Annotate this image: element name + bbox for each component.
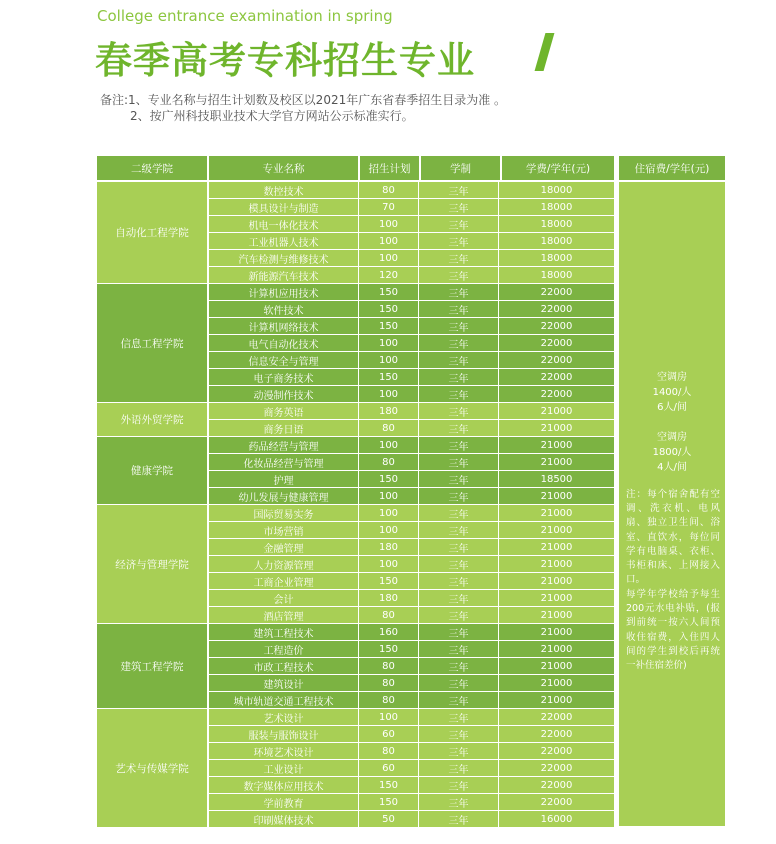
years-cell: 三年: [419, 794, 499, 810]
fee-cell: 22000: [540, 337, 573, 349]
major-cell: 城市轨道交通工程技术: [209, 692, 359, 708]
fee-cell: 22000: [540, 303, 573, 315]
major-cell: 会计: [209, 590, 359, 606]
fee-cell: 21000: [540, 524, 573, 536]
major-cell: 人力资源管理: [209, 556, 359, 572]
major-cell: 信息安全与管理: [209, 352, 359, 368]
major-cell: 数字媒体应用技术: [209, 777, 359, 793]
lodging-option-2: [619, 430, 725, 475]
col-header-college: 二级学院: [97, 156, 207, 180]
table-row: [209, 573, 614, 590]
major-cell: 市政工程技术: [209, 658, 359, 674]
table-row: [209, 216, 614, 233]
plan-cell: 100: [359, 437, 419, 453]
major-cell: 商务日语: [209, 420, 359, 436]
fee-cell: 18000: [540, 184, 573, 196]
plan-cell: 50: [359, 811, 419, 827]
major-cell: 工业机器人技术: [209, 233, 359, 249]
fee-cell: 22000: [540, 711, 573, 723]
table-row: [209, 556, 614, 573]
fee-cell: 21000: [540, 541, 573, 553]
plan-cell: 150: [359, 573, 419, 589]
years-cell: 三年: [419, 386, 499, 402]
years-cell: 三年: [419, 199, 499, 215]
plan-cell: 150: [359, 301, 419, 317]
table-row: [209, 607, 614, 624]
table-rows: [209, 182, 614, 828]
fee-cell: 16000: [540, 813, 573, 825]
plan-cell: 150: [359, 471, 419, 487]
table-row: [209, 182, 614, 199]
years-cell: 三年: [419, 590, 499, 606]
major-cell: 建筑工程技术: [209, 624, 359, 640]
lodging-note: 注：每个宿舍配有空调、洗衣机、电风扇、独立卫生间、浴室、直饮水，每位同学有电脑桌、衣柜、书柜和床、上网接入口。: [626, 489, 720, 586]
college-name: 艺术与传媒学院: [97, 709, 207, 828]
major-cell: 印刷媒体技术: [209, 811, 359, 827]
plan-cell: 150: [359, 369, 419, 385]
lodging-option-2-type: 空调房: [657, 432, 687, 443]
table-row: [209, 267, 614, 284]
admission-table: [97, 156, 725, 826]
major-cell: 数控技术: [209, 182, 359, 198]
table-row: [209, 471, 614, 488]
fee-cell: 18000: [540, 269, 573, 281]
major-cell: 市场营销: [209, 522, 359, 538]
years-cell: 三年: [419, 454, 499, 470]
major-cell: 工商企业管理: [209, 573, 359, 589]
table-row: [209, 301, 614, 318]
table-row: [209, 352, 614, 369]
fee-cell: 22000: [540, 762, 573, 774]
plan-cell: 120: [359, 267, 419, 283]
major-cell: 护理: [209, 471, 359, 487]
table-row: [209, 641, 614, 658]
major-cell: 金融管理: [209, 539, 359, 555]
major-cell: 服装与服饰设计: [209, 726, 359, 742]
years-cell: 三年: [419, 250, 499, 266]
plan-cell: 150: [359, 318, 419, 334]
fee-cell: 21000: [540, 660, 573, 672]
years-cell: 三年: [419, 182, 499, 198]
table-row: [209, 233, 614, 250]
years-cell: 三年: [419, 318, 499, 334]
years-cell: 三年: [419, 301, 499, 317]
table-row: [209, 692, 614, 709]
fee-cell: 21000: [540, 694, 573, 706]
table-row: [209, 335, 614, 352]
lodging-option-1: [619, 370, 725, 415]
plan-cell: 100: [359, 216, 419, 232]
table-row: [209, 658, 614, 675]
plan-cell: 100: [359, 386, 419, 402]
years-cell: 三年: [419, 284, 499, 300]
table-row: [209, 488, 614, 505]
fee-cell: 22000: [540, 745, 573, 757]
major-cell: 计算机应用技术: [209, 284, 359, 300]
lodging-option-2-price: 1800/人: [652, 447, 692, 458]
fee-cell: 21000: [540, 558, 573, 570]
major-cell: 环境艺术设计: [209, 743, 359, 759]
plan-cell: 80: [359, 420, 419, 436]
plan-cell: 100: [359, 556, 419, 572]
note-line-1: 备注:1、专业名称与招生计划数及校区以2021年广东省春季招生目录为准 。: [100, 93, 507, 107]
plan-cell: 80: [359, 182, 419, 198]
plan-cell: 80: [359, 675, 419, 691]
table-row: [209, 709, 614, 726]
fee-cell: 22000: [540, 779, 573, 791]
college-name: 外语外贸学院: [97, 403, 207, 437]
years-cell: 三年: [419, 505, 499, 521]
col-header-fee: 学费/学年(元): [502, 156, 614, 180]
plan-cell: 150: [359, 641, 419, 657]
table-row: [209, 420, 614, 437]
years-cell: 三年: [419, 539, 499, 555]
plan-cell: 100: [359, 335, 419, 351]
fee-cell: 21000: [540, 592, 573, 604]
plan-cell: 60: [359, 760, 419, 776]
lodging-option-2-capacity: 4人/间: [657, 462, 687, 473]
major-cell: 计算机网络技术: [209, 318, 359, 334]
table-row: [209, 522, 614, 539]
lodging-option-1-capacity: 6人/间: [657, 402, 687, 413]
fee-cell: 21000: [540, 575, 573, 587]
fee-cell: 18000: [540, 201, 573, 213]
fee-cell: 18000: [540, 235, 573, 247]
years-cell: 三年: [419, 216, 499, 232]
fee-cell: 22000: [540, 354, 573, 366]
lodging-option-1-type: 空调房: [657, 372, 687, 383]
fee-cell: 22000: [540, 371, 573, 383]
years-cell: 三年: [419, 760, 499, 776]
plan-cell: 100: [359, 505, 419, 521]
table-row: [209, 369, 614, 386]
major-cell: 化妆品经营与管理: [209, 454, 359, 470]
table-row: [209, 675, 614, 692]
fee-cell: 22000: [540, 796, 573, 808]
fee-cell: 21000: [540, 609, 573, 621]
fee-cell: 21000: [540, 643, 573, 655]
years-cell: 三年: [419, 437, 499, 453]
fee-cell: 21000: [540, 677, 573, 689]
subtitle-en: College entrance examination in spring: [97, 7, 393, 25]
major-cell: 电气自动化技术: [209, 335, 359, 351]
years-cell: 三年: [419, 624, 499, 640]
plan-cell: 100: [359, 709, 419, 725]
table-row: [209, 199, 614, 216]
plan-cell: 180: [359, 403, 419, 419]
fee-cell: 21000: [540, 626, 573, 638]
major-cell: 工程造价: [209, 641, 359, 657]
fee-cell: 18000: [540, 218, 573, 230]
major-cell: 学前教育: [209, 794, 359, 810]
page-title: 春季高考专科招生专业: [95, 39, 475, 82]
major-cell: 幼儿发展与健康管理: [209, 488, 359, 504]
table-row: [209, 539, 614, 556]
years-cell: 三年: [419, 420, 499, 436]
fee-cell: 21000: [540, 507, 573, 519]
plan-cell: 100: [359, 250, 419, 266]
table-row: [209, 760, 614, 777]
table-row: [209, 777, 614, 794]
plan-cell: 80: [359, 658, 419, 674]
years-cell: 三年: [419, 743, 499, 759]
table-row: [209, 250, 614, 267]
table-row: [209, 454, 614, 471]
college-name: 建筑工程学院: [97, 624, 207, 709]
plan-cell: 180: [359, 539, 419, 555]
table-row: [209, 726, 614, 743]
major-cell: 软件技术: [209, 301, 359, 317]
major-cell: 工业设计: [209, 760, 359, 776]
plan-cell: 60: [359, 726, 419, 742]
years-cell: 三年: [419, 709, 499, 725]
table-row: [209, 318, 614, 335]
plan-cell: 150: [359, 794, 419, 810]
years-cell: 三年: [419, 471, 499, 487]
major-cell: 机电一体化技术: [209, 216, 359, 232]
fee-cell: 21000: [540, 422, 573, 434]
plan-cell: 150: [359, 777, 419, 793]
plan-cell: 100: [359, 522, 419, 538]
years-cell: 三年: [419, 233, 499, 249]
plan-cell: 180: [359, 590, 419, 606]
fee-cell: 21000: [540, 490, 573, 502]
major-cell: 模具设计与制造: [209, 199, 359, 215]
table-row: [209, 386, 614, 403]
years-cell: 三年: [419, 267, 499, 283]
college-name: 信息工程学院: [97, 284, 207, 403]
col-header-major: 专业名称: [209, 156, 358, 180]
table-row: [209, 794, 614, 811]
fee-cell: 21000: [540, 405, 573, 417]
major-cell: 国际贸易实务: [209, 505, 359, 521]
col-header-plan: 招生计划: [360, 156, 419, 180]
table-row: [209, 590, 614, 607]
fee-cell: 18000: [540, 252, 573, 264]
major-cell: 建筑设计: [209, 675, 359, 691]
plan-cell: 160: [359, 624, 419, 640]
plan-cell: 150: [359, 284, 419, 300]
major-cell: 新能源汽车技术: [209, 267, 359, 283]
lodging-option-1-price: 1400/人: [652, 387, 692, 398]
major-cell: 药品经营与管理: [209, 437, 359, 453]
table-row: [209, 505, 614, 522]
note-line-2: 2、按广州科技职业技术大学官方网站公示标准实行。: [130, 109, 414, 123]
plan-cell: 80: [359, 743, 419, 759]
table-row: [209, 403, 614, 420]
years-cell: 三年: [419, 352, 499, 368]
col-header-years: 学制: [421, 156, 500, 180]
major-cell: 动漫制作技术: [209, 386, 359, 402]
fee-cell: 22000: [540, 320, 573, 332]
years-cell: 三年: [419, 369, 499, 385]
col-header-lodging: 住宿费/学年(元): [619, 156, 725, 180]
fee-cell: 21000: [540, 456, 573, 468]
fee-cell: 18500: [540, 473, 573, 485]
table-row: [209, 743, 614, 760]
years-cell: 三年: [419, 692, 499, 708]
years-cell: 三年: [419, 488, 499, 504]
plan-cell: 80: [359, 454, 419, 470]
major-cell: 艺术设计: [209, 709, 359, 725]
college-name: 健康学院: [97, 437, 207, 505]
major-cell: 电子商务技术: [209, 369, 359, 385]
title-slash-decoration: [535, 33, 555, 71]
lodging-subsidy: 每学年学校给予每生200元水电补贴，(报到前统一按六人间预收住宿费，入住四人间的学生到校后再统一补住宿差价): [626, 589, 720, 672]
fee-cell: 21000: [540, 439, 573, 451]
plan-cell: 80: [359, 607, 419, 623]
fee-cell: 22000: [540, 728, 573, 740]
years-cell: 三年: [419, 777, 499, 793]
years-cell: 三年: [419, 811, 499, 827]
plan-cell: 100: [359, 352, 419, 368]
years-cell: 三年: [419, 641, 499, 657]
table-row: [209, 284, 614, 301]
plan-cell: 100: [359, 488, 419, 504]
years-cell: 三年: [419, 556, 499, 572]
plan-cell: 70: [359, 199, 419, 215]
years-cell: 三年: [419, 403, 499, 419]
table-row: [209, 811, 614, 828]
fee-cell: 22000: [540, 286, 573, 298]
lodging-cell: [619, 182, 725, 826]
major-cell: 酒店管理: [209, 607, 359, 623]
plan-cell: 80: [359, 692, 419, 708]
college-name: 自动化工程学院: [97, 182, 207, 284]
fee-cell: 22000: [540, 388, 573, 400]
plan-cell: 100: [359, 233, 419, 249]
years-cell: 三年: [419, 335, 499, 351]
years-cell: 三年: [419, 726, 499, 742]
years-cell: 三年: [419, 607, 499, 623]
years-cell: 三年: [419, 522, 499, 538]
table-row: [209, 624, 614, 641]
college-name: 经济与管理学院: [97, 505, 207, 624]
table-row: [209, 437, 614, 454]
notes: [100, 92, 506, 124]
major-cell: 汽车检测与维修技术: [209, 250, 359, 266]
years-cell: 三年: [419, 675, 499, 691]
years-cell: 三年: [419, 573, 499, 589]
years-cell: 三年: [419, 658, 499, 674]
major-cell: 商务英语: [209, 403, 359, 419]
